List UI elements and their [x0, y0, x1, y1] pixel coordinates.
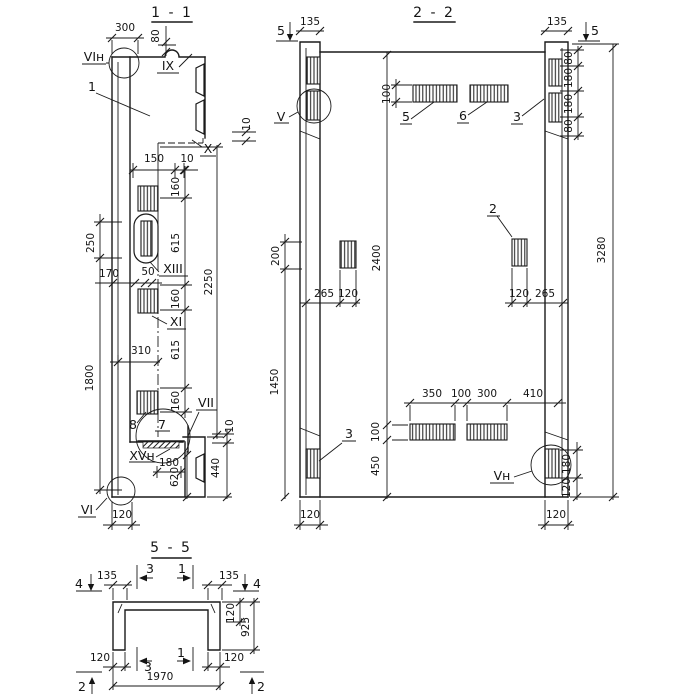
mark-Vn: Vн: [493, 468, 511, 483]
dim-80-b: 80: [563, 119, 575, 133]
embedded-plate: [512, 239, 527, 266]
mark-VI: VI: [80, 502, 94, 517]
dim-120-bottom-left: 120: [89, 652, 111, 664]
embedded-plate: [141, 221, 152, 256]
dim-120-slab: 120: [225, 602, 237, 624]
dim-100-top: 100: [381, 83, 393, 105]
dim-100-mid: 100: [450, 388, 472, 400]
embedded-plates-2-2: [306, 57, 562, 478]
dim-135-right: 135: [218, 570, 240, 582]
section-title: 2 - 2: [413, 5, 455, 21]
item-8: 8: [129, 417, 137, 432]
embedded-plate: [138, 186, 158, 211]
dim-10-step: 10: [180, 153, 194, 165]
cut-mark-5-left: 5: [277, 23, 285, 38]
item-3-right: 3: [513, 109, 521, 124]
dim-80: 80: [150, 29, 162, 43]
mark-IX: IX: [161, 58, 175, 73]
item-6: 6: [459, 108, 467, 123]
dim-1970: 1970: [146, 671, 174, 683]
item-3-left: 3: [345, 426, 353, 441]
dim-180-a: 180: [563, 67, 575, 89]
mark-XVn: XVн: [129, 448, 155, 463]
dim-180: 180: [158, 457, 180, 469]
dim-160-a: 160: [170, 176, 182, 198]
section-1-1: [78, 5, 256, 530]
dim-440: 440: [210, 457, 222, 479]
dim-180-b: 180: [563, 93, 575, 115]
dim-170: 170: [98, 268, 120, 280]
mark-V: V: [276, 109, 286, 124]
mark-VIn: VIн: [83, 49, 105, 64]
outline-5-5: [113, 602, 220, 650]
dim-300: 300: [476, 388, 498, 400]
dim-450: 450: [370, 455, 382, 477]
embedded-plate: [545, 449, 559, 478]
item-7: 7: [158, 417, 166, 432]
embedded-plate: [307, 57, 320, 84]
dim-2250: 2250: [203, 268, 215, 296]
dim-410: 410: [522, 388, 544, 400]
anchor-slot: [196, 100, 204, 134]
dim-160-c: 160: [170, 390, 182, 412]
dim-160-b: 160: [170, 288, 182, 310]
dim-350: 350: [421, 388, 443, 400]
embedded-plate: [549, 59, 562, 86]
embedded-plate: [549, 93, 562, 122]
section-title: 5 - 5: [150, 540, 192, 556]
dim-300: 300: [114, 22, 136, 34]
dim-3280: 3280: [596, 236, 608, 264]
embedded-plate: [413, 85, 457, 102]
dim-10-top: 10: [241, 117, 253, 131]
cut-mark-3-top: 3: [146, 561, 154, 576]
embedded-plate: [306, 449, 320, 478]
embedded-plate: [467, 424, 507, 440]
dim-80-a: 80: [563, 51, 575, 65]
mark-X: X: [203, 141, 213, 156]
dim-925: 925: [240, 616, 252, 638]
dim-120-bottom-left: 120: [299, 509, 321, 521]
dim-310: 310: [130, 345, 152, 357]
dim-120: 120: [111, 509, 133, 521]
dim-265-left: 265: [313, 288, 335, 300]
dim-200: 200: [270, 245, 282, 267]
dim-150: 150: [143, 153, 165, 165]
cut-mark-2-right: 2: [257, 679, 265, 694]
embedded-plate: [138, 289, 158, 313]
cut-mark-5-right: 5: [591, 23, 599, 38]
dim-135-left: 135: [96, 570, 118, 582]
dim-100-row: 100: [370, 421, 382, 443]
cut-mark-3-bottom: 3: [144, 659, 152, 674]
detail-circle-VIn: [109, 48, 139, 78]
dim-2400: 2400: [371, 244, 383, 272]
cut-mark-4-right: 4: [253, 576, 261, 591]
item-2: 2: [489, 201, 497, 216]
dim-120-right: 120: [508, 288, 530, 300]
anchor-slot: [196, 454, 204, 482]
item-1: 1: [88, 79, 96, 94]
embedded-plate: [410, 424, 455, 440]
dim-180-br: 180: [561, 453, 573, 475]
dim-1800: 1800: [84, 364, 96, 392]
cut-mark-2-left: 2: [78, 679, 86, 694]
dim-250: 250: [85, 232, 97, 254]
dim-615-a: 615: [170, 232, 182, 254]
dim-120-br: 120: [561, 477, 573, 499]
cut-mark-4-left: 4: [75, 576, 83, 591]
dim-1450: 1450: [269, 368, 281, 396]
mark-XI: XI: [169, 314, 183, 329]
dim-265-right: 265: [534, 288, 556, 300]
dim-120-bottom-right: 120: [545, 509, 567, 521]
mark-XIII: XIII: [163, 261, 183, 276]
dim-10-bottom: 10: [224, 419, 236, 433]
cut-mark-1-bottom: 1: [177, 645, 185, 660]
embedded-plate: [470, 85, 508, 102]
section-title: 1 - 1: [151, 5, 193, 21]
embedded-plate: [340, 241, 356, 268]
item-5: 5: [402, 109, 410, 124]
dim-50: 50: [141, 266, 155, 278]
anchor-slot: [196, 64, 204, 96]
dim-615-b: 615: [170, 339, 182, 361]
dim-620: 620: [169, 466, 181, 488]
mark-VII: VII: [198, 395, 214, 410]
dim-135-left: 135: [299, 16, 321, 28]
detail-circle-VI: [107, 477, 135, 505]
dim-120-bottom-right: 120: [223, 652, 245, 664]
embedded-plate: [307, 91, 320, 120]
dim-120-left: 120: [337, 288, 359, 300]
section-2-2: [269, 5, 619, 530]
dim-135-right: 135: [546, 16, 568, 28]
section-5-5: [75, 540, 265, 694]
cut-mark-1-top: 1: [178, 561, 186, 576]
